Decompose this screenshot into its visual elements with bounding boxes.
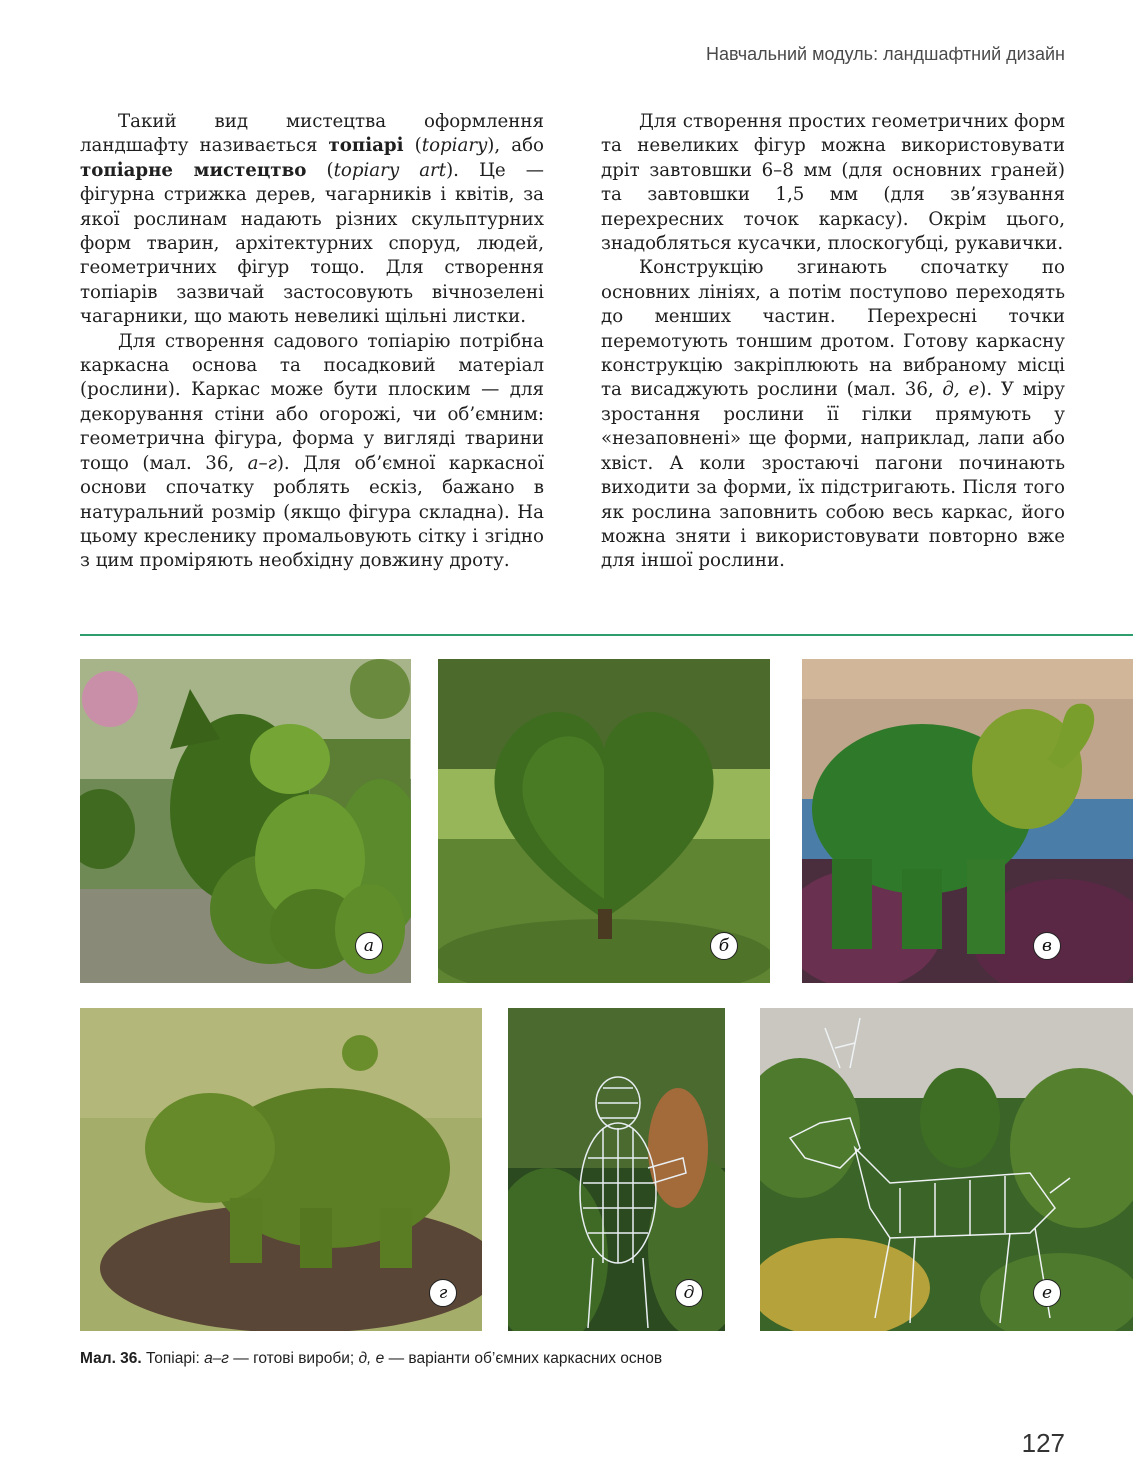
figure-caption: Мал. 36. Топіарі: а–г — готові вироби; д, е — варіанти об’ємних каркасних основ (80, 1350, 663, 1367)
label-c-badge: в (1033, 932, 1061, 960)
page-number: 127 (1021, 1428, 1065, 1458)
left-column (80, 110, 544, 574)
paragraph: Для створення простих геометричних форм та невеликих фігур можна використовувати дріт завтовшки 6–8 мм (для основних граней) та завтовшки 1,5 мм (для зв’язування перехресних точок каркасу). Окрім цього, знадобляться кусачки, плоскогубці, рукавички. (601, 111, 1065, 255)
photo-topiary-elephant (802, 659, 1133, 983)
section-divider (80, 634, 1133, 636)
running-head: Навчальний модуль: ландшафтний дизайн (706, 44, 1065, 64)
label-e-badge: д (675, 1279, 703, 1307)
label-d-badge: г (429, 1279, 457, 1307)
photo-wire-frame-deer (760, 1008, 1133, 1331)
paragraph: Для створення садового топіарію потрібна каркасна основа та посадковий матеріал (рослини). Каркас може бути плоским — для декорування стіни або огорожі, чи об’ємним: геометрична фігура, форма у вигляді тварини тощо (мал. 36, а–г). Для об’ємної каркасної основи спочатку роблять ескіз, бажано в натуральний розмір (якщо фігура складна). На цьому кресленику промальовують сітку і згідно з цим проміряють необхідну довжину дроту. (80, 330, 544, 572)
right-column (601, 110, 1065, 574)
label-b-badge: б (710, 932, 738, 960)
photo-topiary-pig (80, 1008, 482, 1331)
label-f-badge: е (1033, 1279, 1061, 1307)
paragraph: Такий вид мистецтва оформлення ландшафту називається топіарі (topiary), або топіарне мистецтво (topiary art). Це — фігурна стрижка дерев, чагарників і квітів, за якої рослинам надають різних скульптурних форм тварин, архітектурних споруд, людей, геометричних фігур тощо. Для створення топіарів зазвичай застосовують вічнозелені чагарники, що мають невеликі щільні листки. (80, 111, 544, 328)
label-a-badge: а (355, 932, 383, 960)
paragraph: Конструкцію згинають спочатку по основних лініях, а потім поступово переходять до менших частин. Перехресні точки перемотують тоншим дротом. Готову каркасну конструкцію закріплюють на вибраному місці та висаджують рослини (мал. 36, д, е). У міру зростання рослини її гілки прямують у «незаповнені» ще форми, наприклад, лапи або хвіст. А коли зростаючі пагони починають виходити за форми, їх підстригають. Після того як рослина заповнить собою весь каркас, його можна зняти і використовувати повторно вже для іншої рослини. (601, 257, 1065, 572)
